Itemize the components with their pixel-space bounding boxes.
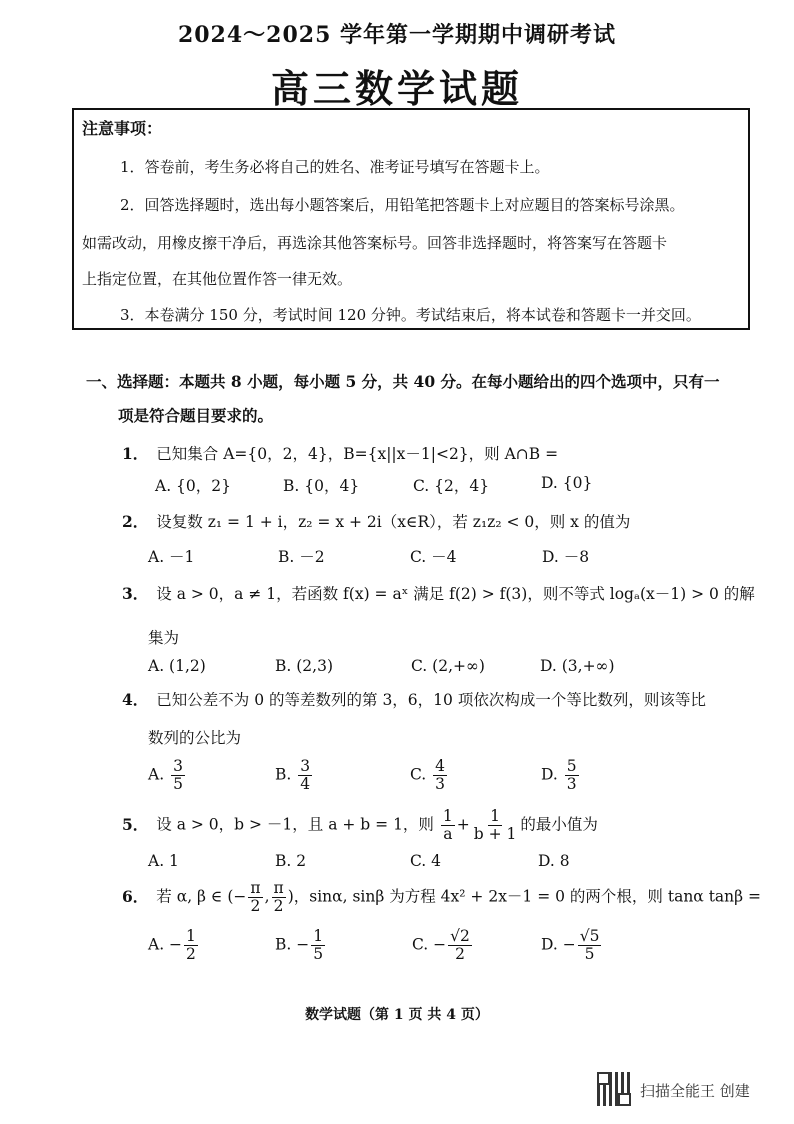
q3-option-d: D. (3,+∞) [540,657,615,675]
notice-line-3: 如需改动，用橡皮擦干净后，再选涂其他答案标号。回答非选择题时，将答案写在答题卡 [82,234,668,252]
notice-line-1: 1．答卷前，考生务必将自己的姓名、准考证号填写在答题卡上。 [120,158,550,176]
denominator: 5 [313,945,324,964]
question-number: 3． [122,584,149,603]
numerator: √5 [579,927,600,945]
denominator: b + 1 [473,825,517,844]
q6-option-c: C. − $\frac{√2}{2}$ [412,927,470,964]
q1-option-a: A. {0，2} [155,477,231,495]
notice-heading: 注意事项： [82,119,163,138]
question-stem-end: 的最小值为 [520,815,598,834]
fraction [311,928,325,963]
denominator: 5 [584,945,595,964]
question-3-stem-continued: 集为 [148,629,180,647]
scanner-watermark: 扫描全能王 创建 [640,1082,750,1100]
numerator: 4 [435,757,446,775]
numerator: 1 [186,927,196,945]
q1-option-b: B. {0，4} [283,477,360,495]
question-number: 2． [122,512,149,531]
notice-box [72,108,750,330]
question-stem-end: )，sinα, sinβ 为方程 4x² + 2x－1 = 0 的两个根，则 tanα tanβ = [287,887,762,906]
q3-option-a: A. (1,2) [148,657,206,675]
q1-option-d: D. {0} [541,474,593,492]
fraction [272,880,286,915]
denominator: 3 [435,775,446,794]
question-2 [122,510,630,532]
subject-title: 高三数学试题 [270,66,523,111]
notice-line-2: 2．回答选择题时，选出每小题答案后，用铅笔把答题卡上对应题目的答案标号涂黑。 [120,196,685,214]
q4-option-a [148,758,187,793]
page-footer: 数学试题（第 1 页 共 4 页） [305,1007,489,1023]
denominator: 2 [455,945,465,964]
option-label: B. [275,935,292,954]
fraction [472,808,519,843]
question-6: 6． 若 α, β ∈ (− $\frac{\pi}{2}$ , $\frac{\pi}{2}$ )，sinα, sinβ 为方程 4x² + 2x－1 = 0 的两个根，则 tanα tanβ = [122,879,762,916]
numerator: 1 [442,807,453,825]
option-label: C. [410,765,427,784]
q1-option-c: C. {2，4} [413,477,490,495]
qr-code-icon [597,1072,631,1106]
q3-option-b: B. (2,3) [275,657,333,675]
numerator: 3 [173,757,183,775]
denominator: 3 [566,775,577,794]
question-number: 5． [122,814,149,834]
question-stem: 设 a > 0，a ≠ 1，若函数 f(x) = aˣ 满足 f(2) > f(3)，则不等式 logₐ(x－1) > 0 的解 [156,585,755,603]
fraction [565,758,579,793]
fraction [184,928,198,963]
q2-option-b: B. －2 [278,548,325,566]
notice-line-5: 3．本卷满分 150 分，考试时间 120 分钟。考试结束后，将本试卷和答题卡一并交回。 [120,306,701,324]
q2-option-d: D. －8 [542,548,590,566]
fraction [448,928,472,963]
fraction [248,880,262,915]
question-3 [122,582,755,604]
option-label: C. [412,935,429,954]
question-4 [122,688,706,710]
fraction [171,758,185,793]
question-stem: 设复数 z₁ = 1 + i，z₂ = x + 2i（x∈R），若 z₁z₂ < 0，则 x 的值为 [156,513,631,531]
q5-option-d: D. 8 [538,852,570,870]
numerator: π [273,879,284,897]
denominator: 5 [173,775,183,794]
fraction [298,758,312,793]
q5-option-a: A. 1 [148,852,179,870]
denominator: 2 [273,897,284,916]
question-number: 1． [122,444,149,463]
q4-option-d [541,758,581,793]
fraction [578,928,602,963]
question-4-stem-continued: 数列的公比为 [148,729,242,747]
q4-option-c [410,758,449,793]
denominator: 2 [186,945,196,964]
section-heading-line-1: 一、选择题：本题共 8 小题，每小题 5 分，共 40 分。在每小题给出的四个选项中，只有一 [86,372,720,391]
option-label: A. [148,935,165,954]
q2-option-c: C. －4 [410,548,457,566]
q6-option-b: B. − $\frac{1}{5}$ [275,927,324,964]
exam-title: 2024～2025 学年第一学期期中调研考试 [177,22,617,48]
q5-option-c: C. 4 [410,852,442,870]
question-stem: 已知集合 A={0，2，4}，B={x||x－1|<2}，则 A∩B = [156,445,559,463]
question-1 [122,442,558,464]
numerator: 1 [313,927,324,945]
option-label: B. [275,765,292,784]
question-number: 6． [122,886,149,906]
denominator: a [443,825,453,844]
q6-option-a: A. − $\frac{1}{2}$ [148,927,196,964]
numerator: √2 [450,927,470,945]
q2-option-a: A. －1 [148,548,195,566]
denominator: 4 [300,775,311,794]
fraction [441,808,455,843]
q3-option-c: C. (2,+∞) [411,657,485,675]
option-label: D. [541,765,558,784]
numerator: 5 [566,757,577,775]
question-stem: 已知公差不为 0 的等差数列的第 3，6，10 项依次构成一个等比数列，则该等比 [156,691,706,709]
q4-option-b [275,758,314,793]
q5-option-b: B. 2 [275,852,307,870]
section-heading-line-2: 项是符合题目要求的。 [118,406,274,425]
numerator: 1 [490,807,500,825]
question-stem: 若 α, β ∈ ( [156,887,234,906]
numerator: 3 [300,757,311,775]
question-stem: 设 a > 0，b > －1，且 a + b = 1，则 [156,815,434,834]
numerator: π [250,879,261,897]
denominator: 2 [250,897,261,916]
fraction [433,758,447,793]
notice-line-4: 上指定位置，在其他位置作答一律无效。 [82,270,353,288]
option-label: A. [148,765,165,784]
question-5: 5． 设 a > 0，b > －1，且 a + b = 1，则 $\frac{1}{a}$ + $\frac{1}{b + 1}$ 的最小值为 [122,807,598,844]
q6-option-d: D. − $\frac{√5}{5}$ [541,927,600,964]
question-number: 4． [122,690,149,709]
option-label: D. [541,935,558,954]
